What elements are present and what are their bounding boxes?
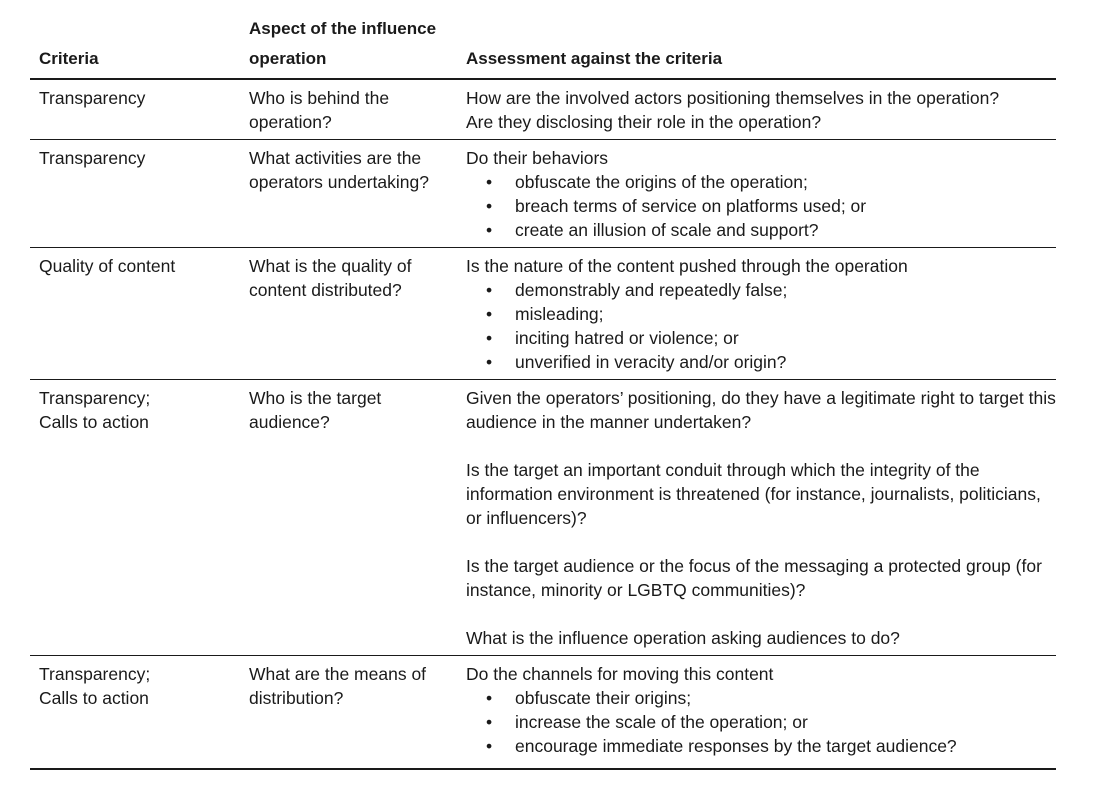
assessment-paragraph: Is the target audience or the focus of the messaging a protected group (for instance, minority or LGBTQ communities)?	[466, 556, 1042, 600]
table-body	[30, 80, 1056, 770]
criteria-text: Calls to action	[39, 688, 149, 708]
aspect-text: content distributed?	[249, 280, 402, 300]
header-criteria: Criteria	[39, 49, 99, 68]
criteria-text: Transparency;	[39, 388, 151, 408]
assessment-intro: Is the nature of the content pushed through the operation	[466, 256, 908, 276]
aspect-text: What is the quality of	[249, 256, 412, 276]
criteria-cell	[30, 662, 249, 758]
criteria-text: Quality of content	[39, 256, 176, 276]
header-aspect	[249, 14, 466, 74]
aspect-cell	[249, 386, 466, 650]
table-row	[30, 248, 1056, 380]
assessment-paragraph: What is the influence operation asking audiences to do?	[466, 628, 900, 648]
bullet-item: • misleading;	[466, 302, 1056, 326]
assessment-paragraph: Given the operators’ positioning, do they have a legitimate right to target this audience in the manner undertaken?	[466, 388, 1056, 432]
assessment-cell	[466, 254, 1056, 374]
criteria-cell	[30, 146, 249, 242]
aspect-cell	[249, 146, 466, 242]
bullet-item: • obfuscate the origins of the operation;	[466, 170, 1056, 194]
assessment-paragraph: Is the target an important conduit through which the integrity of the information environment is threatened (for instance, journalists, politicians, or influencers)?	[466, 460, 1041, 528]
table-row	[30, 380, 1056, 656]
assessment-text: Are they disclosing their role in the operation?	[466, 112, 822, 132]
bullet-item: • increase the scale of the operation; or	[466, 710, 1056, 734]
aspect-text: audience?	[249, 412, 330, 432]
aspect-cell	[249, 86, 466, 134]
header-aspect-line1: Aspect of the influence	[249, 19, 437, 38]
criteria-text: Transparency;	[39, 664, 151, 684]
bullet-list	[466, 170, 1056, 242]
table-row	[30, 140, 1056, 248]
aspect-cell	[249, 662, 466, 758]
assessment-text: How are the involved actors positioning themselves in the operation?	[466, 88, 1000, 108]
aspect-text: Who is behind the	[249, 88, 390, 108]
bullet-item: • create an illusion of scale and support?	[466, 218, 1056, 242]
aspect-text: operation?	[249, 112, 332, 132]
header-assessment: Assessment against the criteria	[466, 49, 723, 68]
criteria-text: Transparency	[39, 88, 146, 108]
assessment-cell	[466, 86, 1056, 134]
assessment-intro: Do their behaviors	[466, 148, 609, 168]
criteria-cell	[30, 254, 249, 374]
bullet-item: • obfuscate their origins;	[466, 686, 1056, 710]
bullet-item: • encourage immediate responses by the target audience?	[466, 734, 1056, 758]
criteria-table	[30, 14, 1056, 770]
criteria-text: Transparency	[39, 148, 146, 168]
aspect-cell	[249, 254, 466, 374]
assessment-cell	[466, 386, 1056, 650]
header-aspect-line2: operation	[249, 49, 327, 68]
bullet-item: • inciting hatred or violence; or	[466, 326, 1056, 350]
assessment-cell	[466, 662, 1056, 758]
criteria-cell	[30, 386, 249, 650]
bullet-item: • breach terms of service on platforms used; or	[466, 194, 1056, 218]
assessment-intro: Do the channels for moving this content	[466, 664, 774, 684]
aspect-text: What activities are the	[249, 148, 422, 168]
bullet-list	[466, 278, 1056, 374]
aspect-text: Who is the target	[249, 388, 382, 408]
table-header	[30, 14, 1056, 80]
bullet-list	[466, 686, 1056, 758]
criteria-text: Calls to action	[39, 412, 149, 432]
table-row	[30, 656, 1056, 770]
bullet-item: • unverified in veracity and/or origin?	[466, 350, 1056, 374]
aspect-text: What are the means of	[249, 664, 427, 684]
table-row	[30, 80, 1056, 140]
criteria-cell	[30, 86, 249, 134]
assessment-cell	[466, 146, 1056, 242]
bullet-item: • demonstrably and repeatedly false;	[466, 278, 1056, 302]
aspect-text: operators undertaking?	[249, 172, 429, 192]
aspect-text: distribution?	[249, 688, 344, 708]
